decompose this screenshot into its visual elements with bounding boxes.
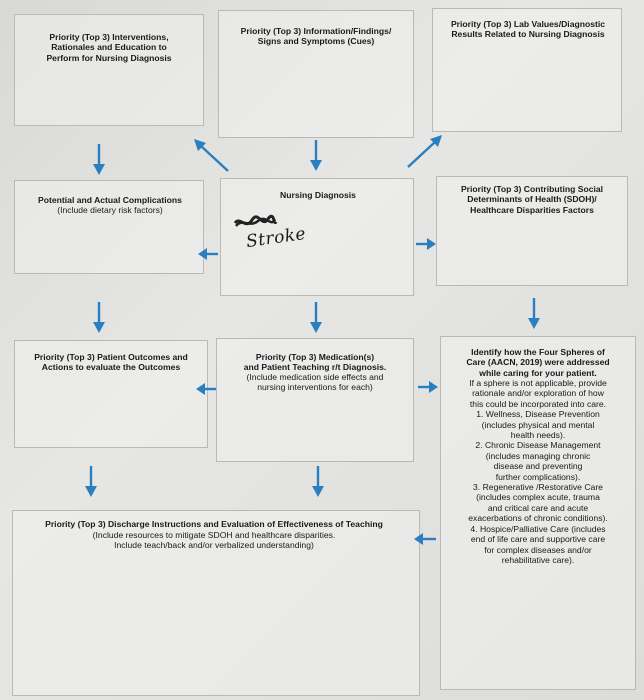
medications-subtitle: (Include medication side effects and nursing interventions for each) [246, 372, 384, 393]
arrow-down-icon [84, 466, 98, 498]
arrow-down-icon [309, 302, 323, 334]
spheres-title: Identify how the Four Spheres of Care (AACN, 2019) were addressed while caring for your patient. [466, 347, 610, 378]
arrow-right-icon [416, 238, 436, 250]
discharge-title: Priority (Top 3) Discharge Instructions and Evaluation of Effectiveness of Teaching [45, 519, 383, 529]
arrow-down-icon [527, 298, 541, 330]
interventions-box [14, 14, 204, 126]
findings-title: Priority (Top 3) Information/Findings/ Signs and Symptoms (Cues) [240, 26, 392, 47]
complications-subtitle: (Include dietary risk factors) [57, 205, 163, 215]
arrow-left-icon [414, 533, 436, 545]
medications-title: Priority (Top 3) Medication(s) and Patient Teaching r/t Diagnosis. [243, 352, 387, 373]
outcomes-title: Priority (Top 3) Patient Outcomes and Actions to evaluate the Outcomes [34, 352, 188, 373]
arrow-down-icon [92, 302, 106, 334]
labs-title: Priority (Top 3) Lab Values/Diagnostic Results Related to Nursing Diagnosis [450, 19, 606, 40]
interventions-title: Priority (Top 3) Interventions, Rationales and Education to Perform for Nursing Diagnosis [46, 32, 172, 63]
arrow-left-icon [198, 248, 218, 260]
discharge-subtitle: (Include resources to mitigate SDOH and healthcare disparities. Include teach/back and/or verbalized understanding) [92, 530, 336, 551]
arrow-left-icon [196, 383, 216, 395]
arrow-diagonal-icon [404, 134, 444, 170]
sdoh-title: Priority (Top 3) Contributing Social Determinants of Health (SDOH)/ Healthcare Disparities Factors [460, 184, 604, 215]
complications-title: Potential and Actual Complications [38, 195, 182, 205]
spheres-body: If a sphere is not applicable, provide rationale and/or exploration of how this could be incorporated into care. 1. Wellness, Disease Prevention (includes physical and mental health needs). 2. Chronic Disease Management (includes managing chronic disease and preventing further complications). 3. Regenerative /Restorative Care (includes complex acute, trauma and critical care and acute exacerbations of chronic conditions). 4. Hospice/Palliative Care (includes end of life care and supportive care for complex diseases and/or rehabilitative care). [468, 378, 608, 565]
diagnosis-title: Nursing Diagnosis [280, 190, 356, 200]
arrow-right-icon [418, 381, 438, 393]
arrow-down-icon [92, 144, 106, 176]
arrow-diagonal-icon [192, 138, 232, 174]
arrow-down-icon [311, 466, 325, 498]
arrow-down-icon [309, 140, 323, 172]
diagnosis-handwritten: Stroke [244, 223, 308, 253]
